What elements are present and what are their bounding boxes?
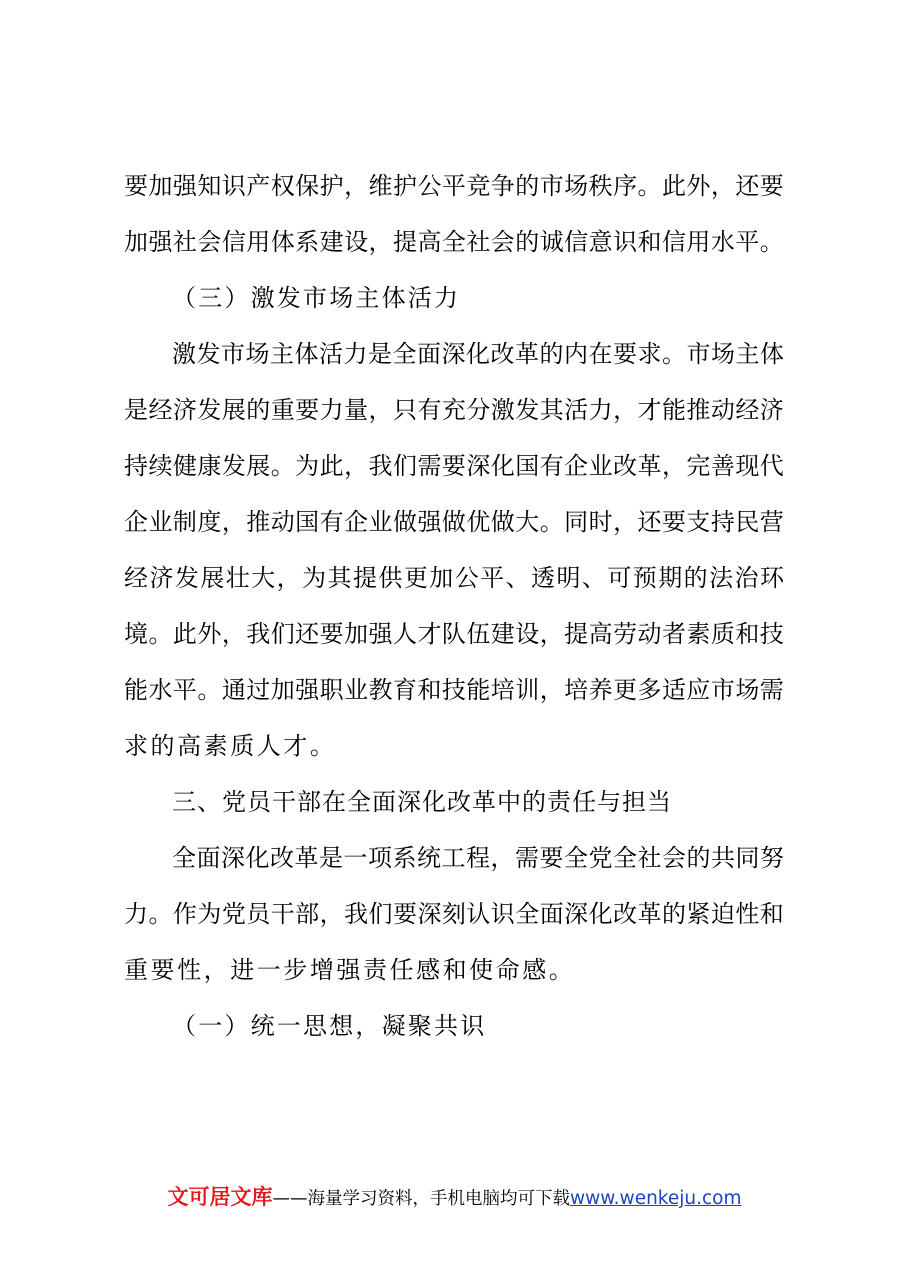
paragraph-line: 加 强 社 会 信 用 体 系 建 设 ， 提 高 全 社 会 的 诚 信 意 识 和 信 用 水 平 。 (124, 228, 784, 256)
paragraph-line: 要 加 强 知 识 产 权 保 护 ， 维 护 公 平 竞 争 的 市 场 秩 序 。 此 外 ， 还 要 (124, 172, 784, 200)
footer-brand: 文可居文库 (167, 1185, 273, 1209)
paragraph-line: 企 业 制 度 ， 推 动 国 有 企 业 做 强 做 优 做 大 。 同 时 ， 还 要 支 持 民 营 (124, 508, 784, 536)
paragraph-line: 能 水 平 。 通 过 加 强 职 业 教 育 和 技 能 培 训 ， 培 养 更 多 适 应 市 场 需 (124, 676, 784, 704)
footer-banner (0, 1183, 909, 1211)
paragraph-line: 经 济 发 展 壮 大 ， 为 其 提 供 更 加 公 平 、 透 明 、 可 预 期 的 法 治 环 (124, 564, 784, 592)
paragraph-line: 持 续 健 康 发 展 。 为 此 ， 我 们 需 要 深 化 国 有 企 业 改 革 ， 完 善 现 代 (124, 452, 784, 480)
section-heading: 三、党员干部在全面深化改革中的责任与担当 (172, 788, 672, 816)
subsection-heading: （一）统一思想，凝聚共识 (172, 1012, 487, 1040)
paragraph-line: 力 。 作 为 党 员 干 部 ， 我 们 要 深 刻 认 识 全 面 深 化 改 革 的 紧 迫 性 和 (124, 900, 784, 928)
footer-link[interactable]: www.wenkeju.com (569, 1188, 742, 1209)
paragraph-line: 境 。 此 外 ， 我 们 还 要 加 强 人 才 队 伍 建 设 ， 提 高 劳 动 者 素 质 和 技 (124, 620, 784, 648)
subsection-heading: （三）激发市场主体活力 (172, 284, 461, 312)
paragraph-last-line: 求的高素质人才。 (124, 732, 337, 760)
paragraph-line: 是 经 济 发 展 的 重 要 力 量 ， 只 有 充 分 激 发 其 活 力 ， 才 能 推 动 经 济 (124, 396, 784, 424)
footer-tagline: ——海量学习资料，手机电脑均可下载 (272, 1189, 570, 1209)
paragraph-last-line: 重要性，进一步增强责任感和使命感。 (124, 956, 576, 984)
paragraph-first-line: 全 面 深 化 改 革 是 一 项 系 统 工 程 ， 需 要 全 党 全 社 会 的 共 同 努 (172, 844, 784, 872)
paragraph-first-line: 激 发 市 场 主 体 活 力 是 全 面 深 化 改 革 的 内 在 要 求 。 市 场 主 体 (172, 340, 784, 368)
